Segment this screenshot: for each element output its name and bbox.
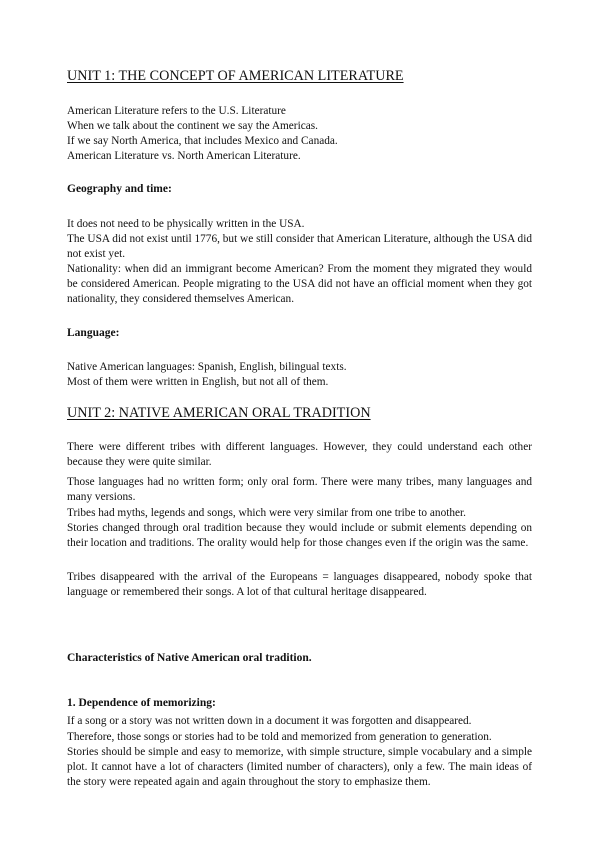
language-line-1: Native American languages: Spanish, English, bilingual texts. [67,361,347,373]
point-1-para-1: If a song or a story was not written down in a document it was forgotten and disappeared. [67,715,472,727]
characteristics-heading: Characteristics of Native American oral tradition. [67,652,312,664]
point-1-para-2: Therefore, those songs or stories had to be told and memorized from generation to generation. [67,731,492,743]
unit2-para-3: Tribes had myths, legends and songs, which were very similar from one tribe to another. [67,507,466,519]
intro-line-2: When we talk about the continent we say the Americas. [67,120,318,132]
unit-2-title: UNIT 2: NATIVE AMERICAN ORAL TRADITION [67,405,371,421]
unit2-para-1: There were different tribes with different languages. However, they could understand each other because they were quite similar. [67,441,532,468]
geography-para-3: Nationality: when did an immigrant become American? From the moment they migrated they would be considered American. People migrating to the USA did not have an official moment when they got nationality, they considered themselves American. [67,263,532,305]
unit2-para-4: Stories changed through oral tradition because they would include or submit elements depending on their location and traditions. The orality would help for those changes even if the origin was the same. [67,522,532,549]
unit2-para-5: Tribes disappeared with the arrival of the Europeans = languages disappeared, nobody spoke that language or remembered their songs. A lot of that cultural heritage disappeared. [67,571,532,598]
geography-para-2: The USA did not exist until 1776, but we still consider that American Literature, although the USA did not exist yet. [67,233,532,260]
intro-line-4: American Literature vs. North American Literature. [67,150,301,162]
point-1-para-3: Stories should be simple and easy to memorize, with simple structure, simple vocabulary and a simple plot. It cannot have a lot of characters (limited number of characters), only a few. The main ideas of the story were repeated again and again throughout the story to emphasize them. [67,746,532,788]
geography-heading: Geography and time: [67,183,172,195]
unit2-para-2: Those languages had no written form; only oral form. There were many tribes, many languages and many versions. [67,476,532,503]
language-heading: Language: [67,327,120,339]
point-1-heading: 1. Dependence of memorizing: [67,697,216,709]
language-line-2: Most of them were written in English, but not all of them. [67,376,329,388]
intro-line-1: American Literature refers to the U.S. Literature [67,105,286,117]
unit-1-title: UNIT 1: THE CONCEPT OF AMERICAN LITERATURE [67,68,404,84]
intro-line-3: If we say North America, that includes Mexico and Canada. [67,135,338,147]
geography-para-1: It does not need to be physically written in the USA. [67,218,305,230]
